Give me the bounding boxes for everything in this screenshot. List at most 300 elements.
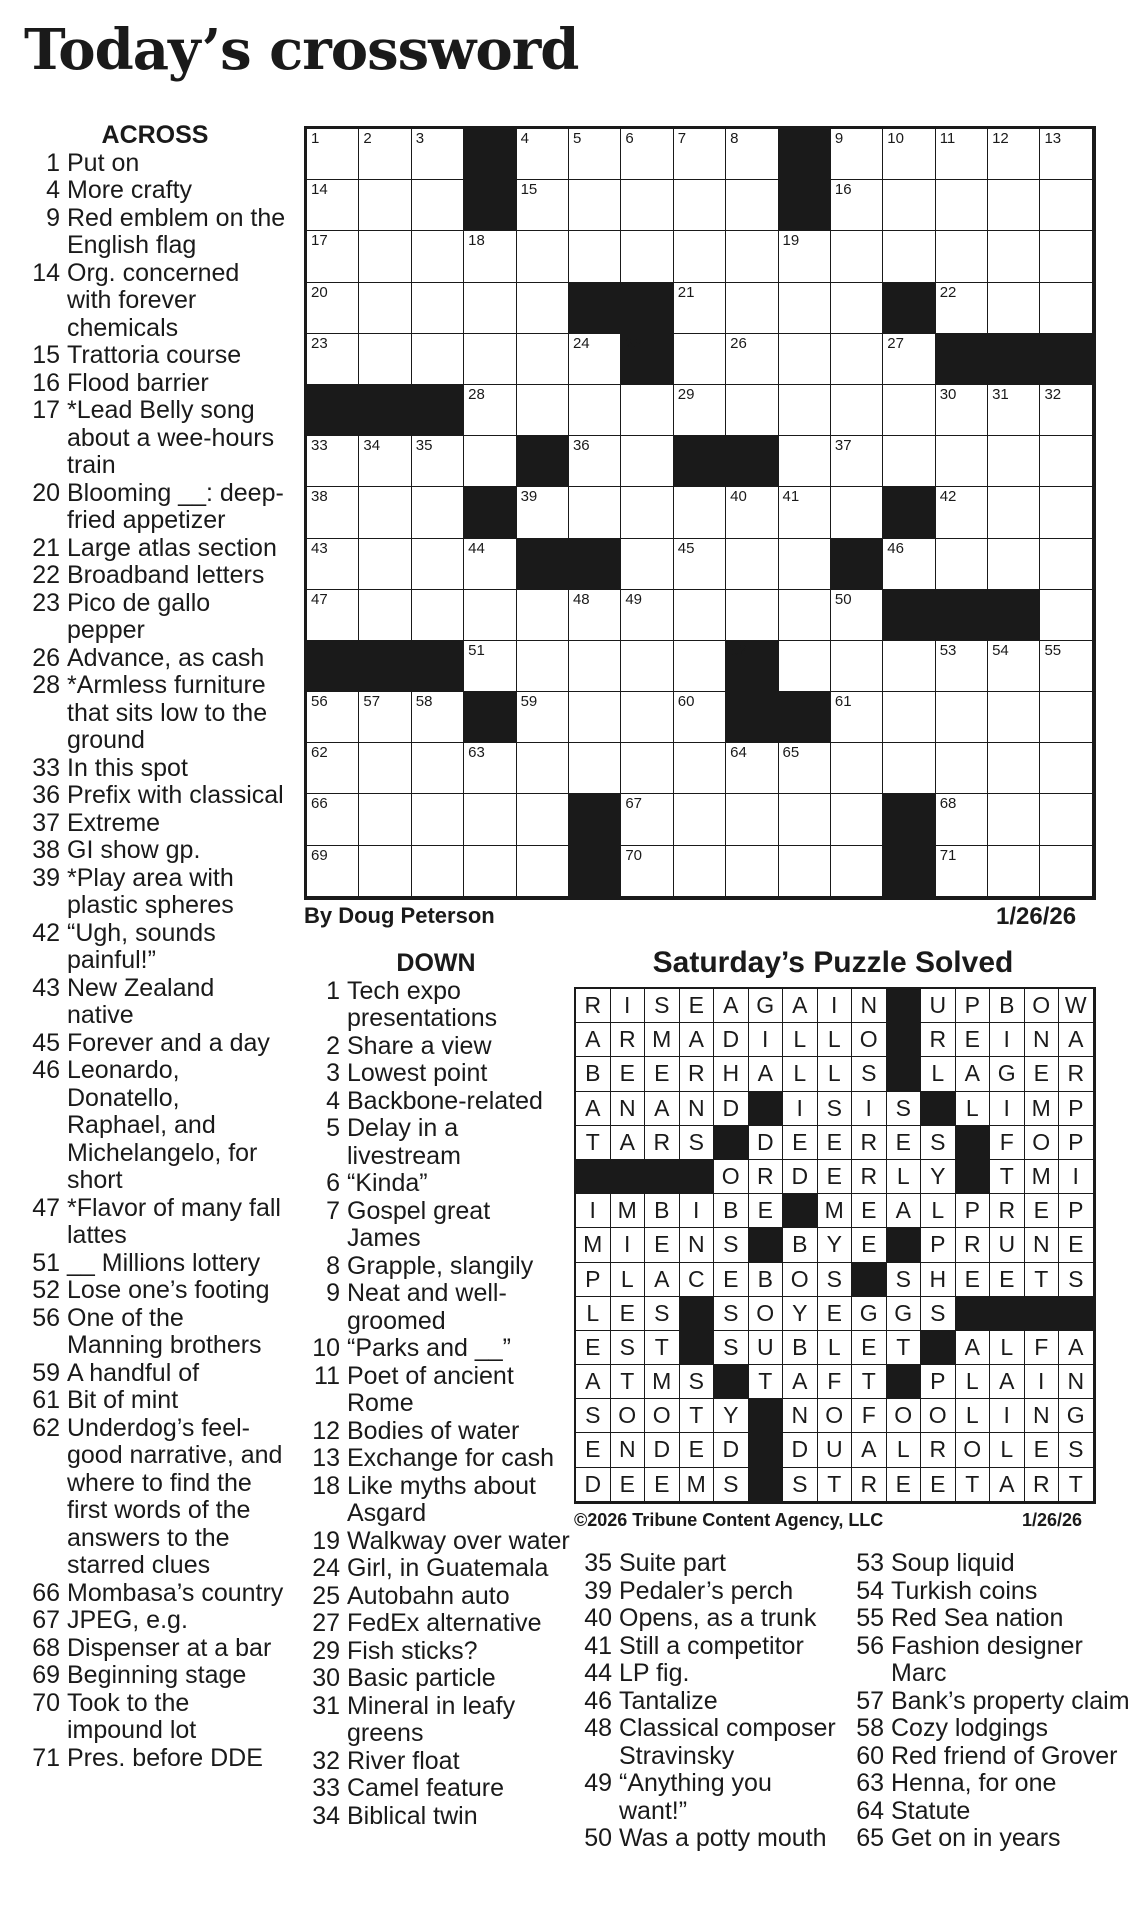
clue-number: 59: [32, 1358, 60, 1387]
clue-number: 50: [584, 1824, 612, 1852]
solution-letter: L: [887, 1160, 922, 1194]
solution-letter: R: [749, 1160, 784, 1194]
clue: [848, 1578, 1138, 1606]
clue-text: Still a competitor: [619, 1631, 804, 1660]
solution-black-square: [887, 989, 922, 1023]
clue: [24, 1057, 286, 1195]
grid-cell: [1040, 692, 1092, 743]
clue-number: 3: [326, 1059, 340, 1087]
solution-black-square: [645, 1160, 680, 1194]
solution-letter: G: [749, 989, 784, 1023]
clue-text: More crafty: [67, 176, 193, 204]
clue: [24, 672, 286, 755]
grid-cell: [936, 385, 988, 436]
solution-letter: A: [576, 1365, 611, 1399]
grid-cell: [936, 129, 988, 180]
grid-cell: [831, 743, 883, 794]
solution-black-square: [714, 1126, 749, 1160]
grid-cell: [412, 436, 464, 487]
grid-cell: [988, 641, 1040, 692]
cell-number: 69: [311, 846, 328, 864]
grid-cell: [359, 794, 411, 845]
clue: [302, 1610, 570, 1638]
grid-cell: [674, 385, 726, 436]
cell-number: 62: [311, 744, 328, 762]
grid-cell: [1040, 539, 1092, 590]
solution-letter: S: [611, 1331, 646, 1365]
grid-cell: [621, 231, 673, 282]
solution-letter: M: [1025, 1092, 1060, 1126]
solution-letter: E: [783, 1126, 818, 1160]
solution-black-square: [749, 1433, 784, 1467]
clue: [848, 1688, 1138, 1716]
cell-number: 10: [887, 130, 904, 147]
grid-cell: [726, 487, 778, 538]
black-square: [464, 129, 516, 180]
solution-letter: E: [611, 1468, 646, 1502]
solution-letter: E: [645, 1468, 680, 1502]
black-square: [988, 590, 1040, 641]
clue-number: 34: [312, 1801, 340, 1830]
clue-text: One of the Manning brothers: [67, 1303, 262, 1359]
cell-number: 48: [572, 590, 590, 608]
solution-letter: I: [749, 1023, 784, 1057]
solution-letter: R: [852, 1126, 887, 1160]
clue-text: Grapple, slangily: [347, 1251, 534, 1280]
solution-letter: F: [852, 1399, 887, 1433]
clue: [302, 1170, 570, 1198]
solution-letter: P: [1059, 1126, 1094, 1160]
clue-number: 67: [32, 1606, 60, 1634]
solution-letter: E: [818, 1160, 853, 1194]
clue-number: 56: [32, 1303, 60, 1332]
clue-text: Tech expo presentations: [347, 976, 498, 1032]
solution-letter: N: [611, 1433, 646, 1467]
grid-cell: [726, 180, 778, 231]
solution-letter: L: [818, 1023, 853, 1057]
grid-cell: [988, 794, 1040, 845]
solution-letter: A: [714, 989, 749, 1023]
clue: [302, 1033, 570, 1061]
solution-black-square: [749, 1399, 784, 1433]
grid-cell: [621, 590, 673, 641]
grid-cell: [517, 641, 569, 692]
solution-letter: A: [645, 1092, 680, 1126]
page-title: Today’s crossword: [24, 17, 579, 83]
grid-cell: [988, 436, 1040, 487]
cell-number: 28: [468, 385, 485, 403]
grid-cell: [307, 692, 359, 743]
clue: [24, 1250, 286, 1278]
clue-text: Broadband letters: [67, 561, 265, 589]
clue-text: Gospel great James: [347, 1196, 491, 1252]
solution-letter: B: [990, 989, 1025, 1023]
black-square: [936, 334, 988, 385]
grid-cell: [412, 283, 464, 334]
cell-number: 22: [939, 283, 957, 301]
solution-letter: O: [956, 1433, 991, 1467]
solution-black-square: [680, 1160, 715, 1194]
solution-letter: E: [645, 1057, 680, 1091]
clue: [848, 1825, 1138, 1853]
cell-number: 1: [311, 130, 320, 147]
cell-number: 9: [834, 130, 844, 147]
cell-number: 53: [939, 641, 957, 659]
solution-grid: [574, 987, 1096, 1504]
solution-letter: D: [783, 1433, 818, 1467]
solution-letter: I: [611, 989, 646, 1023]
grid-cell: [779, 846, 831, 897]
grid-cell: [883, 129, 935, 180]
grid-cell: [307, 794, 359, 845]
solution-letter: S: [818, 1092, 853, 1126]
cell-number: 7: [677, 130, 687, 147]
grid-cell: [936, 794, 988, 845]
solution-letter: T: [680, 1399, 715, 1433]
clue: [848, 1550, 1138, 1578]
solution-letter: P: [956, 989, 991, 1023]
black-square: [883, 283, 935, 334]
clue-number: 18: [312, 1471, 340, 1500]
clue-text: Poet of ancient Rome: [347, 1361, 514, 1417]
solution-letter: N: [852, 989, 887, 1023]
clue-text: Walkway over water: [347, 1526, 570, 1555]
cell-number: 8: [730, 130, 739, 147]
solution-letter: S: [887, 1092, 922, 1126]
clue-text: Beginning stage: [67, 1661, 247, 1689]
grid-cell: [464, 743, 516, 794]
clue: [24, 1662, 286, 1690]
grid-cell: [621, 846, 673, 897]
black-square: [569, 539, 621, 590]
solution-letter: S: [680, 1365, 715, 1399]
solution-letter: E: [1025, 1194, 1060, 1228]
solution-letter: S: [1059, 1433, 1094, 1467]
grid-cell: [621, 641, 673, 692]
down-clues-continued: [576, 1550, 844, 1853]
grid-cell: [464, 846, 516, 897]
clue-text: LP fig.: [619, 1659, 690, 1687]
clue: [576, 1688, 844, 1716]
clue: [302, 1775, 570, 1803]
clue-number: 68: [32, 1633, 60, 1662]
clue: [302, 1528, 570, 1556]
grid-cell: [674, 539, 726, 590]
solution-letter: H: [921, 1263, 956, 1297]
clue-text: Suite part: [619, 1549, 727, 1577]
black-square: [883, 590, 935, 641]
grid-cell: [517, 743, 569, 794]
solution-letter: O: [1025, 989, 1060, 1023]
cell-number: 21: [677, 283, 695, 301]
cell-number: 41: [782, 488, 800, 506]
grid-cell: [883, 692, 935, 743]
solution-letter: D: [714, 1023, 749, 1057]
clue-text: Pres. before DDE: [67, 1743, 263, 1772]
clue: [24, 1360, 286, 1388]
clue-number: 25: [312, 1581, 340, 1610]
solution-letter: O: [852, 1023, 887, 1057]
clue-number: 46: [584, 1686, 612, 1715]
clue-text: “Ugh, sounds painful!”: [67, 918, 216, 974]
clue-text: River float: [347, 1746, 460, 1775]
cell-number: 34: [363, 437, 381, 455]
grid-cell: [831, 846, 883, 897]
grid-cell: [569, 590, 621, 641]
clue: [24, 260, 286, 343]
solution-letter: U: [990, 1228, 1025, 1262]
solution-black-square: [576, 1160, 611, 1194]
clue: [24, 865, 286, 920]
black-square: [517, 539, 569, 590]
grid-cell: [359, 231, 411, 282]
grid-cell: [517, 283, 569, 334]
cell-number: 31: [992, 385, 1009, 403]
solution-letter: G: [852, 1297, 887, 1331]
cell-number: 4: [520, 130, 529, 147]
clue-number: 12: [312, 1416, 340, 1445]
solution-letter: L: [956, 1399, 991, 1433]
clue-text: *Armless furniture that sits low to the ground: [67, 671, 268, 754]
grid-cell: [988, 846, 1040, 897]
clue: [576, 1633, 844, 1661]
grid-cell: [988, 487, 1040, 538]
grid-cell: [307, 231, 359, 282]
grid-cell: [779, 743, 831, 794]
grid-cell: [1040, 385, 1092, 436]
grid-cell: [831, 180, 883, 231]
clue-text: Basic particle: [347, 1664, 496, 1692]
clue: [24, 782, 286, 810]
solution-letter: W: [1059, 989, 1094, 1023]
clue-text: Bodies of water: [347, 1416, 520, 1445]
solution-letter: E: [1025, 1057, 1060, 1091]
solution-letter: U: [921, 989, 956, 1023]
solution-letter: R: [956, 1228, 991, 1262]
grid-cell: [883, 180, 935, 231]
clue: [24, 535, 286, 563]
copyright: ©2026 Tribune Content Agency, LLC: [574, 1510, 884, 1530]
solution-letter: M: [645, 1365, 680, 1399]
grid-cell: [831, 794, 883, 845]
clue-text: Red emblem on the English flag: [67, 203, 286, 259]
cell-number: 30: [939, 385, 957, 403]
clue: [302, 1198, 570, 1253]
grid-cell: [412, 743, 464, 794]
clue: [302, 1803, 570, 1831]
grid-cell: [359, 436, 411, 487]
clue-text: Get on in years: [891, 1824, 1061, 1852]
grid-cell: [517, 846, 569, 897]
clue-text: Forever and a day: [67, 1028, 270, 1057]
clue-number: 39: [584, 1576, 612, 1605]
grid-cell: [464, 436, 516, 487]
clue: [24, 397, 286, 480]
solution-black-square: [990, 1297, 1025, 1331]
clue: [576, 1825, 844, 1853]
black-square: [464, 692, 516, 743]
clue-number: 53: [856, 1549, 884, 1577]
cell-number: 57: [363, 693, 381, 711]
clue-text: Tantalize: [619, 1686, 718, 1715]
clue: [302, 1363, 570, 1418]
clue: [302, 1253, 570, 1281]
black-square: [621, 283, 673, 334]
clue-number: 47: [32, 1193, 60, 1222]
solution-letter: T: [645, 1331, 680, 1365]
grid-cell: [517, 385, 569, 436]
solution-letter: S: [680, 1126, 715, 1160]
solution-black-square: [887, 1057, 922, 1091]
grid-cell: [674, 231, 726, 282]
grid-cell: [936, 846, 988, 897]
clue-text: *Lead Belly song about a wee-hours train: [67, 396, 275, 479]
black-square: [726, 436, 778, 487]
grid-cell: [1040, 436, 1092, 487]
cell-number: 23: [311, 334, 328, 352]
solution-letter: A: [1059, 1023, 1094, 1057]
grid-cell: [831, 641, 883, 692]
solution-letter: M: [1025, 1160, 1060, 1194]
solution-black-square: [921, 1092, 956, 1126]
grid-cell: [726, 334, 778, 385]
clue: [24, 590, 286, 645]
solution-letter: R: [921, 1023, 956, 1057]
solution-letter: B: [576, 1057, 611, 1091]
solution-letter: E: [956, 1023, 991, 1057]
cell-number: 61: [834, 693, 852, 711]
clue-text: Trattoria course: [67, 341, 242, 369]
clue-text: Underdog’s feel-good narrative, and where to find the first words of the answers to the starred clues: [67, 1413, 283, 1579]
solution-letter: A: [680, 1023, 715, 1057]
solution-black-square: [611, 1160, 646, 1194]
solution-black-square: [1025, 1297, 1060, 1331]
solution-letter: D: [645, 1433, 680, 1467]
solution-letter: S: [1059, 1263, 1094, 1297]
solution-letter: D: [714, 1092, 749, 1126]
clue-number: 22: [32, 561, 60, 589]
clue: [576, 1550, 844, 1578]
grid-cell: [307, 180, 359, 231]
solution-letter: G: [887, 1297, 922, 1331]
cell-number: 45: [677, 539, 695, 557]
grid-cell: [359, 180, 411, 231]
across-clues: [24, 122, 286, 1772]
solution-letter: L: [990, 1331, 1025, 1365]
clue: [24, 1387, 286, 1415]
solution-letter: N: [680, 1228, 715, 1262]
cell-number: 42: [939, 488, 957, 506]
solution-letter: S: [818, 1263, 853, 1297]
solution-letter: R: [1059, 1057, 1094, 1091]
clue: [848, 1715, 1138, 1743]
solution-letter: I: [818, 989, 853, 1023]
clue-number: 14: [32, 258, 60, 287]
clue-text: Classical composer Stravinsky: [619, 1714, 836, 1770]
cell-number: 56: [311, 693, 328, 711]
grid-cell: [517, 487, 569, 538]
clue: [302, 1665, 570, 1693]
solution-letter: A: [990, 1365, 1025, 1399]
grid-cell: [464, 283, 516, 334]
clue-text: Delay in a livestream: [347, 1114, 461, 1170]
grid-cell: [726, 743, 778, 794]
solution-letter: P: [1059, 1194, 1094, 1228]
solution-letter: L: [818, 1057, 853, 1091]
grid-cell: [936, 743, 988, 794]
grid-cell: [674, 794, 726, 845]
solution-letter: E: [921, 1468, 956, 1502]
grid-cell: [1040, 180, 1092, 231]
solution-letter: O: [783, 1263, 818, 1297]
solution-black-square: [852, 1263, 887, 1297]
grid-cell: [359, 283, 411, 334]
cell-number: 66: [311, 795, 328, 813]
clue: [576, 1770, 844, 1825]
grid-cell: [831, 129, 883, 180]
solution-letter: D: [749, 1126, 784, 1160]
solution-letter: A: [990, 1468, 1025, 1502]
solution-letter: R: [576, 989, 611, 1023]
solution-letter: T: [576, 1126, 611, 1160]
clue: [302, 1473, 570, 1528]
clue: [24, 975, 286, 1030]
solution-letter: L: [783, 1057, 818, 1091]
solution-letter: B: [714, 1194, 749, 1228]
solution-black-square: [887, 1365, 922, 1399]
cell-number: 37: [834, 437, 852, 455]
clue-number: 8: [326, 1251, 340, 1280]
clue: [302, 1060, 570, 1088]
clue: [24, 1690, 286, 1745]
grid-cell: [936, 487, 988, 538]
black-square: [412, 641, 464, 692]
grid-cell: [517, 129, 569, 180]
solution-letter: T: [887, 1331, 922, 1365]
grid-cell: [883, 641, 935, 692]
clue-number: 46: [32, 1056, 60, 1084]
grid-cell: [569, 180, 621, 231]
solution-letter: T: [611, 1365, 646, 1399]
clue-number: 2: [326, 1031, 340, 1060]
cell-number: 64: [730, 744, 747, 762]
grid-cell: [883, 385, 935, 436]
solution-letter: I: [611, 1228, 646, 1262]
black-square: [936, 590, 988, 641]
solution-black-square: [783, 1194, 818, 1228]
clue-text: Fashion designer Marc: [891, 1631, 1083, 1687]
grid-cell: [569, 487, 621, 538]
grid-cell: [674, 334, 726, 385]
clue-text: Camel feature: [347, 1774, 505, 1802]
clue-number: 28: [32, 671, 60, 699]
grid-cell: [936, 692, 988, 743]
clue: [302, 1555, 570, 1583]
grid-cell: [621, 743, 673, 794]
clue: [302, 1335, 570, 1363]
clue-text: Lose one’s footing: [67, 1276, 270, 1304]
grid-cell: [883, 539, 935, 590]
grid-cell: [621, 129, 673, 180]
grid-cell: [412, 129, 464, 180]
cell-number: 54: [992, 641, 1009, 659]
cell-number: 11: [939, 130, 956, 147]
clue: [302, 1445, 570, 1473]
grid-cell: [674, 641, 726, 692]
clue-number: 27: [312, 1609, 340, 1637]
clue-number: 1: [46, 148, 60, 177]
cell-number: 68: [939, 795, 957, 813]
